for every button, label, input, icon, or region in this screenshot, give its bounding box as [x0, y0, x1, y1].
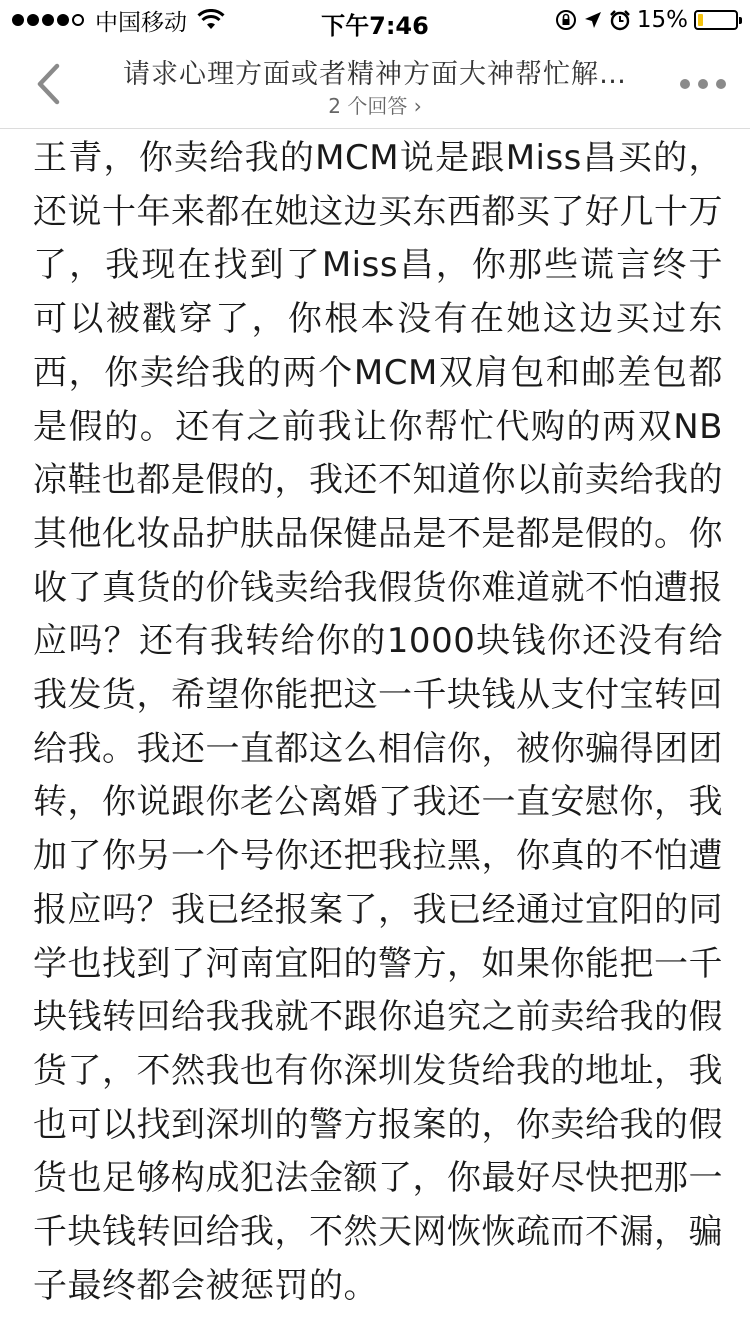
- navigation-bar: [0, 40, 750, 129]
- more-dot-icon: [716, 79, 726, 89]
- answer-body: 王青，你卖给我的MCM说是跟Miss昌买的，还说十年来都在她这边买东西都买了好几十万了，我现在找到了Miss昌，你那些谎言终于可以被戳穿了，你根本没有在她这边买过东西，你卖给我的两个MCM双肩包和邮差包都是假的。还有之前我让你帮忙代购的两双NB凉鞋也都是假的，我还不知道你以前卖给我的其他化妆品护肤品保健品是不是都是假的。你收了真货的价钱卖给我假货你难道就不怕遭报应吗？还有我转给你的1000块钱你还没有给我发货，希望你能把这一千块钱从支付宝转回给我。我还一直都这么相信你，被你骗得团团转，你说跟你老公离婚了我还一直安慰你，我加了你另一个号你还把我拉黑，你真的不怕遭报应吗？我已经报案了，我已经通过宜阳的同学也找到了河南宜阳的警方，如果你能把一千块钱转回给我我就不跟你追究之前卖给我的假货了，不然我也有你深圳发货给我的地址，我也可以找到深圳的警方报案的，你卖给我的假货也足够构成犯法金额了，你最好尽快把那一千块钱转回给我，不然天网恢恢疏而不漏，骗子最终都会被惩罚的。: [33, 138, 723, 1306]
- status-bar: [0, 0, 750, 40]
- status-time: 下午7:46: [321, 12, 429, 40]
- alarm-icon: [609, 9, 631, 31]
- carrier-name: 中国移动: [95, 9, 187, 36]
- more-dot-icon: [698, 79, 708, 89]
- battery-percent: 15%: [636, 7, 688, 33]
- page-title: 请求心理方面或者精神方面大神帮忙解…: [123, 59, 627, 90]
- rotation-lock-icon: [555, 9, 577, 31]
- location-arrow-icon: [583, 10, 603, 30]
- status-right: [555, 6, 738, 34]
- answers-count-label: 2 个回答: [328, 94, 408, 118]
- more-dot-icon: [680, 79, 690, 89]
- chevron-right-icon: ›: [413, 94, 422, 118]
- more-options-button[interactable]: [680, 70, 726, 98]
- answers-count-link[interactable]: [0, 90, 750, 119]
- battery-icon: [694, 10, 738, 30]
- battery-fill: [698, 14, 703, 26]
